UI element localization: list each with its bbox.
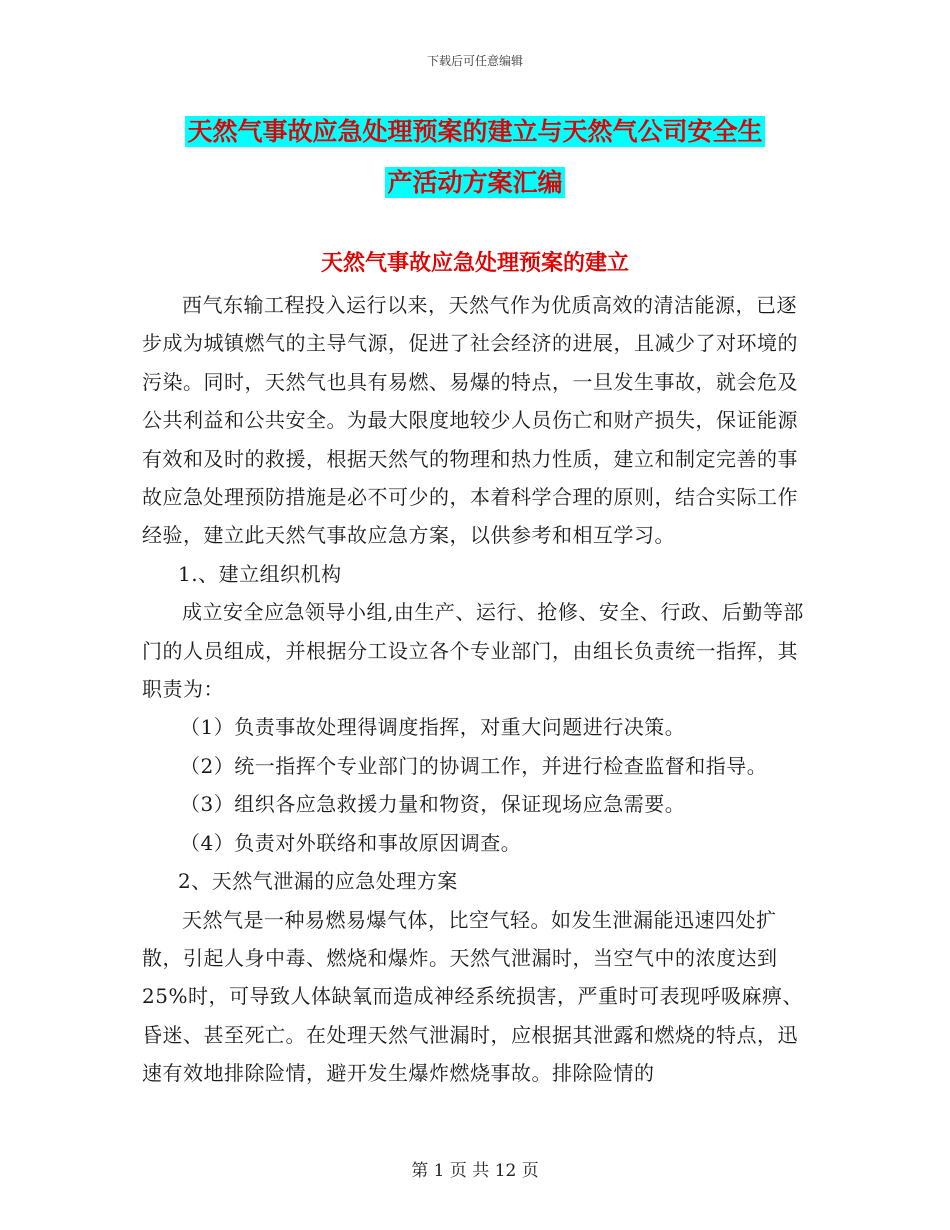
title-line-2: 产活动方案汇编 [387,168,563,197]
list-item: （2）统一指挥个专业部门的协调工作，并进行检查监督和指导。 [180,753,768,778]
paragraph-leak: 天然气是一种易燃易爆气体，比空气轻。如发生泄漏能迅速四处扩散，引起人身中毒、燃烧和爆炸。天然气泄漏时，当空气中的浓度达到25%时，可导致人体缺氧而造成神经系统损害，严重时可表现呼吸麻痹、昏迷、甚至死亡。在处理天然气泄漏时，应根据其泄露和燃烧的特点，迅速有效地排除险情，避开发生爆炸燃烧事故。排除险情的 [142,907,803,1086]
page-footer: 第 1 页 共 12 页 [411,1161,539,1181]
title-line-1: 天然气事故应急处理预案的建立与天然气公司安全生 [187,117,763,146]
document-title [145,108,805,210]
list-item: （3）组织各应急救援力量和物资，保证现场应急需要。 [180,792,686,817]
list-item: （4）负责对外联络和事故原因调查。 [180,830,522,855]
page-header: 下载后可任意编辑 [426,54,523,68]
heading-leak-plan: 2、天然气泄漏的应急处理方案 [178,869,458,894]
heading-organization: 1.、建立组织机构 [178,561,342,586]
paragraph-intro: 西气东输工程投入运行以来，天然气作为优质高效的清洁能源，已逐步成为城镇燃气的主导气源，促进了社会经济的进展，且减少了对环境的污染。同时，天然气也具有易燃、易爆的特点，一旦发生事故，就会危及公共利益和公共安全。为最大限度地较少人员伤亡和财产损失，保证能源有效和及时的救援，根据天然气的物理和热力性质，建立和制定完善的事故应急处理预防措施是必不可少的，本着科学合理的原则，结合实际工作经验，建立此天然气事故应急方案，以供参考和相互学习。 [142,293,798,548]
document-body [142,286,810,1093]
section-title: 天然气事故应急处理预案的建立 [320,250,629,276]
paragraph-organization: 成立安全应急领导小组,由生产、运行、抢修、安全、行政、后勤等部门的人员组成，并根据分工设立各个专业部门，由组长负责统一指挥，其职责为： [142,600,804,702]
list-item: （1）负责事故处理得调度指挥，对重大问题进行决策。 [180,715,686,740]
